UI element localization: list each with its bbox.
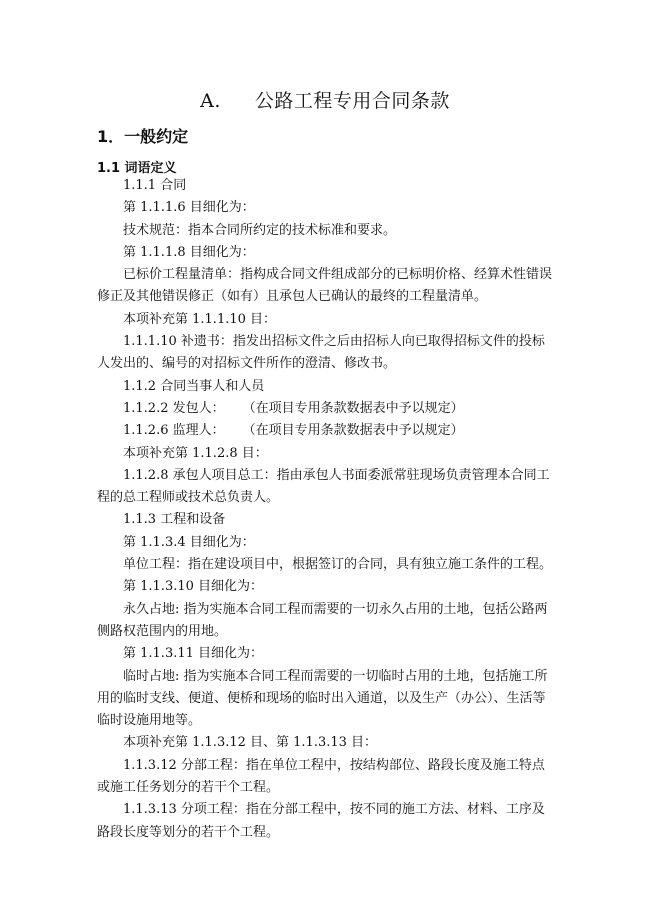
paragraph: 第 1.1.3.4 目细化为： [123, 534, 255, 550]
paragraph: 修正及其他错误修正（如有）且承包人已确认的最终的工程量清单。 [97, 289, 488, 305]
paragraph: 第 1.1.1.8 目细化为： [123, 244, 255, 260]
subsection-heading: 1.1 词语定义 [97, 161, 177, 176]
section-heading: 1．一般约定 [97, 127, 189, 146]
paragraph: 侧路权范围内的用地。 [97, 623, 228, 639]
paragraph: 1.1.3.13 分项工程：指在分部工程中，按不同的施工方法、材料、工序及 [123, 802, 545, 818]
paragraph: 技术规范：指本合同所约定的技术标准和要求。 [123, 222, 397, 238]
paragraph: 路段长度等划分的若干个工程。 [97, 824, 280, 840]
paragraph: 人发出的、编号的对招标文件所作的澄清、修改书。 [97, 356, 397, 372]
paragraph: 临时设施用地等。 [97, 713, 202, 729]
paragraph: 第 1.1.3.10 目细化为： [123, 579, 264, 595]
paragraph: 本项补充第 1.1.3.12 目、第 1.1.3.13 目： [123, 735, 378, 751]
paragraph: 第 1.1.3.11 目细化为： [123, 646, 264, 662]
paragraph: 1.1.2.8 承包人项目总工：指由承包人书面委派常驻现场负责管理本合同工 [123, 467, 550, 483]
item-note: （在项目专用条款数据表中予以规定） [242, 400, 464, 416]
item-label: 1.1.2.2 发包人： [123, 400, 225, 416]
paragraph: 本项补充第 1.1.2.8 目： [123, 445, 268, 461]
title-text: 公路工程专用合同条款 [254, 90, 450, 112]
paragraph: 1.1.1.10 补遗书：指发出招标文件之后由招标人向已取得招标文件的投标 [123, 334, 545, 350]
paragraph: 永久占地: 指为实施本合同工程而需要的一切永久占用的土地，包括公路两 [123, 601, 548, 617]
paragraph: 或施工任务划分的若干个工程。 [97, 780, 280, 796]
paragraph [97, 420, 565, 442]
paragraph: 本项补充第 1.1.1.10 目： [123, 311, 277, 327]
paragraph [97, 398, 565, 420]
paragraph: 第 1.1.1.6 目细化为： [123, 200, 255, 216]
paragraph: 临时占地: 指为实施本合同工程而需要的一切临时占用的土地，包括施工所 [123, 668, 548, 684]
paragraph: 程的总工程师或技术总负责人。 [97, 490, 280, 506]
title-prefix: A. [200, 90, 221, 112]
paragraph: 1.1.3.12 分部工程：指在单位工程中，按结构部位、路段长度及施工特点 [123, 757, 545, 773]
paragraph: 1.1.3 工程和设备 [123, 512, 226, 528]
paragraph: 1.1.1 合同 [123, 178, 187, 193]
item-label: 1.1.2.6 监理人： [123, 423, 225, 439]
document-title [0, 86, 650, 113]
paragraph: 已标价工程量清单：指构成合同文件组成部分的已标明价格、经算术性错误 [123, 267, 553, 283]
paragraph: 用的临时支线、便道、便桥和现场的临时出入通道，以及生产（办公）、生活等 [97, 690, 546, 706]
item-note: （在项目专用条款数据表中予以规定） [242, 423, 464, 439]
document-body [97, 175, 565, 844]
paragraph: 单位工程：指在建设项目中，根据签订的合同，具有独立施工条件的工程。 [123, 557, 553, 573]
paragraph: 1.1.2 合同当事人和人员 [123, 378, 265, 394]
